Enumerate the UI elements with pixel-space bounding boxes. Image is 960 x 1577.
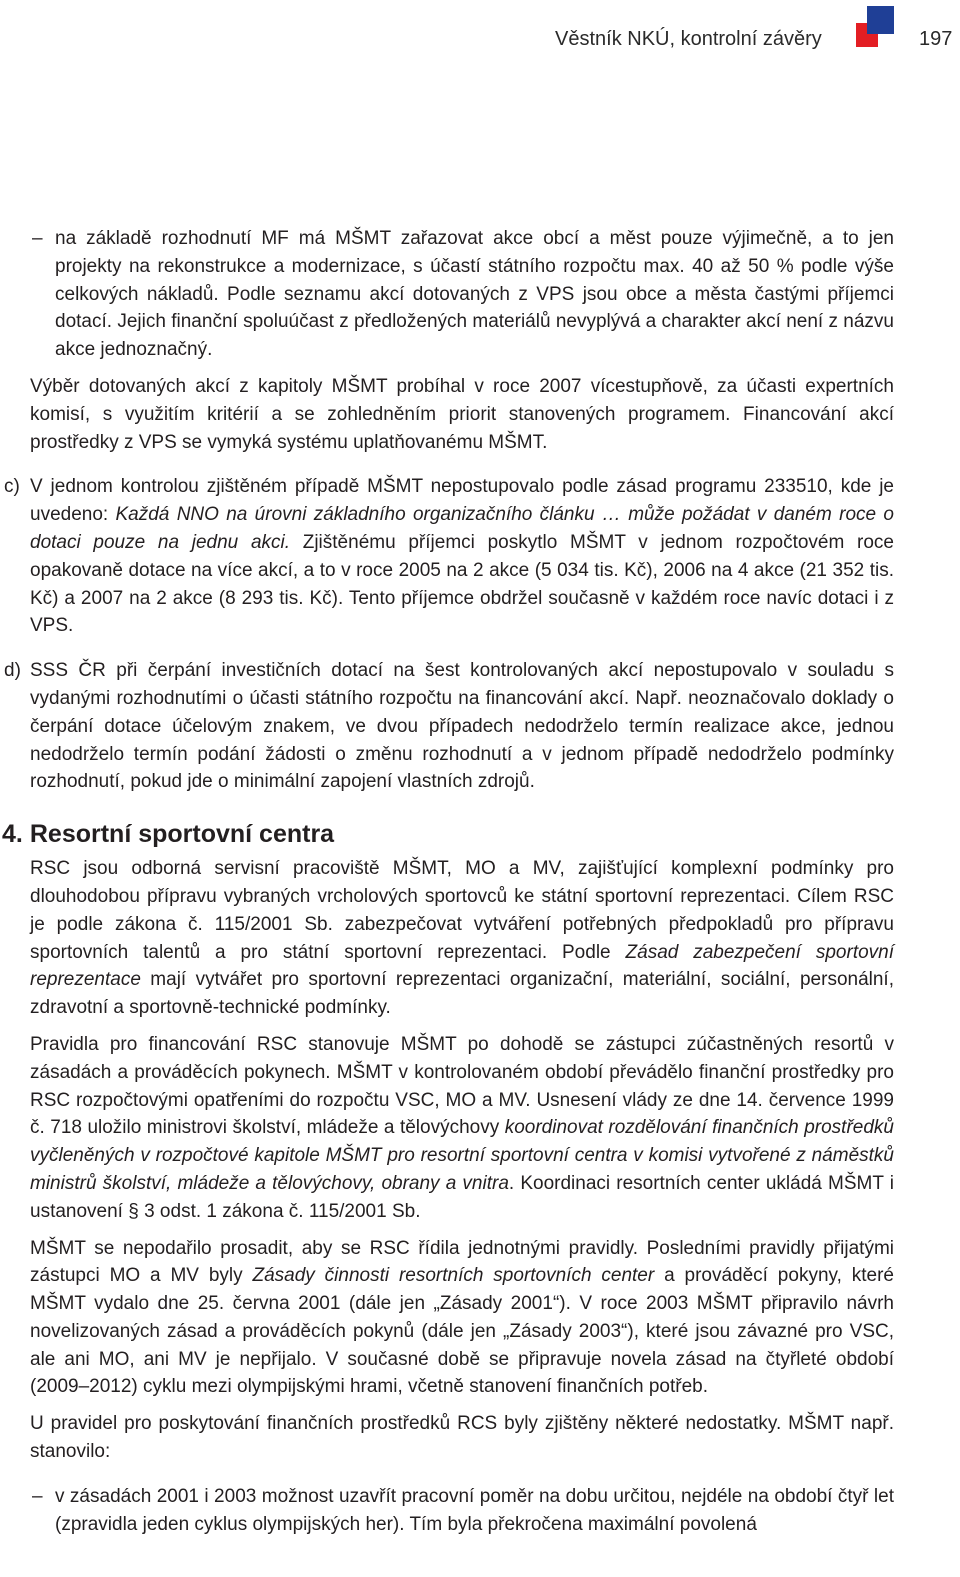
nku-logo: [856, 6, 896, 48]
paragraph-rsc-definition: RSC jsou odborná servisní pracoviště MŠMT, MO a MV, zajišťující komplexní podmínky pro dlouhodobou přípravu vybraných vrcholových sportovců ke státní sportovní reprezentaci. Cílem RSC je podle zákona č. 115/2001 Sb. zabezpečovat vytváření potřebných předpokladů pro přípravu sportovních talentů a pro státní sportovní reprezentaci. Podle Zásad zabezpečení sportovní reprezentace mají vytvářet pro sportovní reprezentaci organizační, materiální, sociální, personální, zdravotní a sportovně-technické podmínky.: [30, 858, 895, 1019]
paragraph-financing-rules: Pravidla pro financování RSC stanovuje MŠMT po dohodě se zástupci zúčastněných resortů v zásadách a prováděcích pokynech. MŠMT v kontrolovaném období převádělo finanční prostředky pro RSC rozpočtovými opatřeními do rozpočtu VSC, MO a MV. Usnesení vlády ze dne 14. července 1999 č. 718 uložilo ministrovi školství, mládeže a tělovýchovy koordinovat rozdělování finančních prostředků vyčleněných v rozpočtové kapitole MŠMT pro resortní sportovní centra v komisi vytvořené z náměstků ministrů školství, mládeže a tělovýchovy, obrany a vnitra. Koordinaci resortních center ukládá MŠMT i ustanovení § 3 odst. 1 zákona č. 115/2001 Sb.: [30, 1033, 894, 1222]
list-item-text: SSS ČR při čerpání investičních dotací na šest kontrolovaných akcí nepostupovalo v souladu s vydanými rozhodnutími o účasti státního rozpočtu na financování akcí. Např. neoznačovalo doklady o čerpání dotace účelovým znakem, ve dvou případech nedodrželo termín realizace akce, jednou nedodrželo termín podání žádosti o změnu rozhodnutí a v jednom případě nedodrželo podmínky rozhodnutí, pokud jde o minimální zapojení vlastních zdrojů.: [30, 660, 894, 793]
section-title: Resortní sportovní centra: [29, 820, 335, 849]
section-number: 4.: [2, 820, 23, 849]
bullet-text: na základě rozhodnutí MF má MŠMT zařazovat akce obcí a měst pouze výjimečně, a to jen projekty na rekonstrukce a modernizace, s účastí státního rozpočtu max. 40 až 50 % podle výše celkových nákladů. Podle seznamu akcí dotovaných z VPS jsou obce a města častými příjemci dotací. Jejich finanční spoluúčast z předložených materiálů nevyplývá a charakter akcí není z názvu akce jednoznačný.: [55, 228, 894, 361]
bullet-dash: –: [32, 228, 43, 249]
list-item-c: [0, 473, 960, 640]
bullet-text: v zásadách 2001 i 2003 možnost uzavřít pracovní poměr na dobu určitou, nejdéle na období čtyř let (zpravidla jeden cyklus olympijských her). Tím byla překročena maximální povolená: [55, 1485, 894, 1535]
list-marker: d): [4, 660, 21, 682]
bullet-dash: –: [32, 1485, 43, 1507]
list-item-text: V jednom kontrolou zjištěném případě MŠMT nepostupovalo podle zásad programu 233510, kde je uvedeno: Každá NNO na úrovni základního organizačního článku … může požádat v daném roce o dotaci pouze na jednu akci. Zjištěnému příjemci poskytlo MŠMT v jednom rozpočtovém roce opakovaně dotace na více akcí, a to v roce 2005 na 2 akce (5 034 tis. Kč), 2006 na 4 akce (21 352 tis. Kč) a 2007 na 2 akce (8 293 tis. Kč). Tento příjemce obdržel současně v každém roce navíc dotaci i z VPS.: [30, 476, 894, 637]
publication-title: Věstník NKÚ, kontrolní závěry: [555, 28, 822, 50]
page-number: 197: [919, 28, 953, 50]
page-body: [0, 225, 960, 1538]
section-heading: [0, 818, 960, 850]
list-item-d: [0, 657, 960, 796]
paragraph-deficiencies: U pravidel pro poskytování finančních prostředků RCS byly zjištěny některé nedostatky. MŠMT např. stanovilo:: [30, 1413, 894, 1463]
list-marker: c): [4, 476, 20, 498]
paragraph-msmt-rules: MŠMT se nepodařilo prosadit, aby se RSC řídila jednotnými pravidly. Posledními pravidly přijatými zástupci MO a MV byly Zásady činnosti resortních sportovních center a prováděcí pokyny, které MŠMT vydalo dne 25. června 2001 (dále jen „Zásady 2001“). V roce 2003 MŠMT připravilo návrh novelizovaných zásad a prováděcích pokynů (dále jen „Zásady 2003“), které jsou závazné pro VSC, ale ani MO, ani MV je nepřijalo. V současné době se připravuje novela zásad na čtyřleté období (2009–2012) cyklu mezi olympijskými hrami, včetně stanovení finančních potřeb.: [30, 1237, 894, 1398]
paragraph-selection: Výběr dotovaných akcí z kapitoly MŠMT probíhal v roce 2007 vícestupňově, za účasti expertních komisí, s využitím kritérií a se zohledněním priorit stanovených programem. Financování akcí prostředky z VPS se vymyká systému uplatňovanému MŠMT.: [30, 375, 894, 453]
bullet-item: [0, 1483, 960, 1539]
bullet-item: [0, 225, 960, 364]
logo-blue-square: [867, 6, 894, 34]
